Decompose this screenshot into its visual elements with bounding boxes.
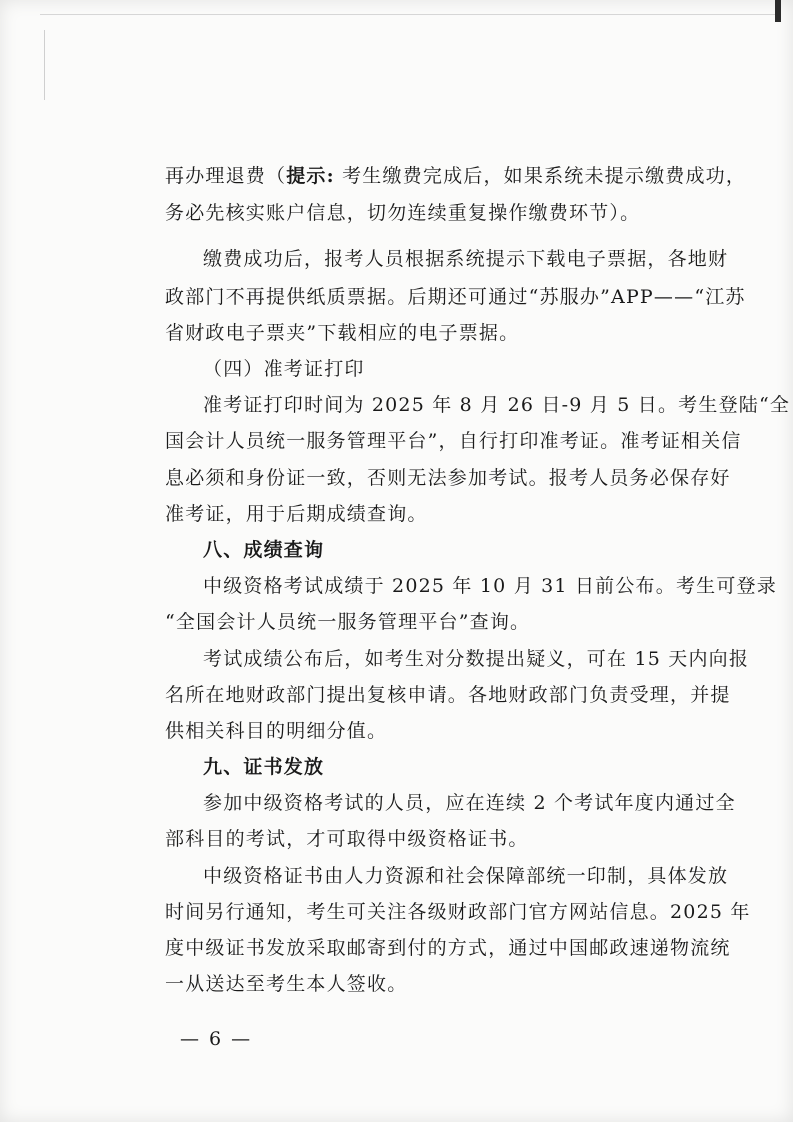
paragraph-line: 参加中级资格考试的人员，应在连续 2 个考试年度内通过全 bbox=[203, 792, 736, 814]
paragraph-line: 部科目的考试，才可取得中级资格证书。 bbox=[165, 828, 529, 850]
paragraph-line: 务必先核实账户信息，切勿连续重复操作缴费环节）。 bbox=[165, 202, 641, 224]
scan-corner-mark bbox=[775, 0, 781, 22]
page-number: — 6 — bbox=[180, 1028, 253, 1050]
scan-left-mark bbox=[44, 30, 45, 100]
scan-top-edge bbox=[40, 14, 775, 15]
paragraph-line: 缴费成功后，报考人员根据系统提示下载电子票据，各地财 bbox=[203, 248, 729, 270]
paragraph-line: 供相关科目的明细分值。 bbox=[165, 720, 388, 742]
paragraph-line: 息必须和身份证一致，否则无法参加考试。报考人员务必保存好 bbox=[165, 467, 731, 489]
section-heading-score-query: 八、成绩查询 bbox=[203, 539, 325, 561]
text-run: 再办理退费（ bbox=[165, 165, 287, 187]
paragraph-line: 准考证打印时间为 2025 年 8 月 26 日-9 月 5 日。考生登陆“全 bbox=[203, 394, 791, 416]
paragraph-line: 一从送达至考生本人签收。 bbox=[165, 973, 408, 995]
paragraph-line bbox=[165, 162, 746, 190]
section-heading-certificate: 九、证书发放 bbox=[203, 756, 325, 778]
paragraph-line: 度中级证书发放采取邮寄到付的方式，通过中国邮政速递物流统 bbox=[165, 937, 731, 959]
paragraph-line: 准考证，用于后期成绩查询。 bbox=[165, 503, 428, 525]
paragraph-line: “全国会计人员统一服务管理平台”查询。 bbox=[165, 611, 531, 633]
paragraph-line: 中级资格证书由人力资源和社会保障部统一印制，具体发放 bbox=[203, 865, 729, 887]
paragraph-line: 时间另行通知，考生可关注各级财政部门官方网站信息。2025 年 bbox=[165, 901, 751, 923]
paragraph-line: 考试成绩公布后，如考生对分数提出疑义，可在 15 天内向报 bbox=[203, 648, 750, 670]
paragraph-line: 名所在地财政部门提出复核申请。各地财政部门负责受理，并提 bbox=[165, 684, 731, 706]
subsection-heading: （四）准考证打印 bbox=[203, 358, 365, 380]
paragraph-line: 中级资格考试成绩于 2025 年 10 月 31 日前公布。考生可登录 bbox=[203, 575, 777, 597]
paragraph-line: 政部门不再提供纸质票据。后期还可通过“苏服办”APP——“江苏 bbox=[165, 286, 746, 308]
paragraph-line: 省财政电子票夹”下载相应的电子票据。 bbox=[165, 322, 520, 344]
text-run: 考生缴费完成后，如果系统未提示缴费成功， bbox=[334, 165, 747, 187]
tip-label: 提示: bbox=[286, 165, 335, 187]
paragraph-line: 国会计人员统一服务管理平台”，自行打印准考证。准考证相关信 bbox=[165, 430, 742, 452]
